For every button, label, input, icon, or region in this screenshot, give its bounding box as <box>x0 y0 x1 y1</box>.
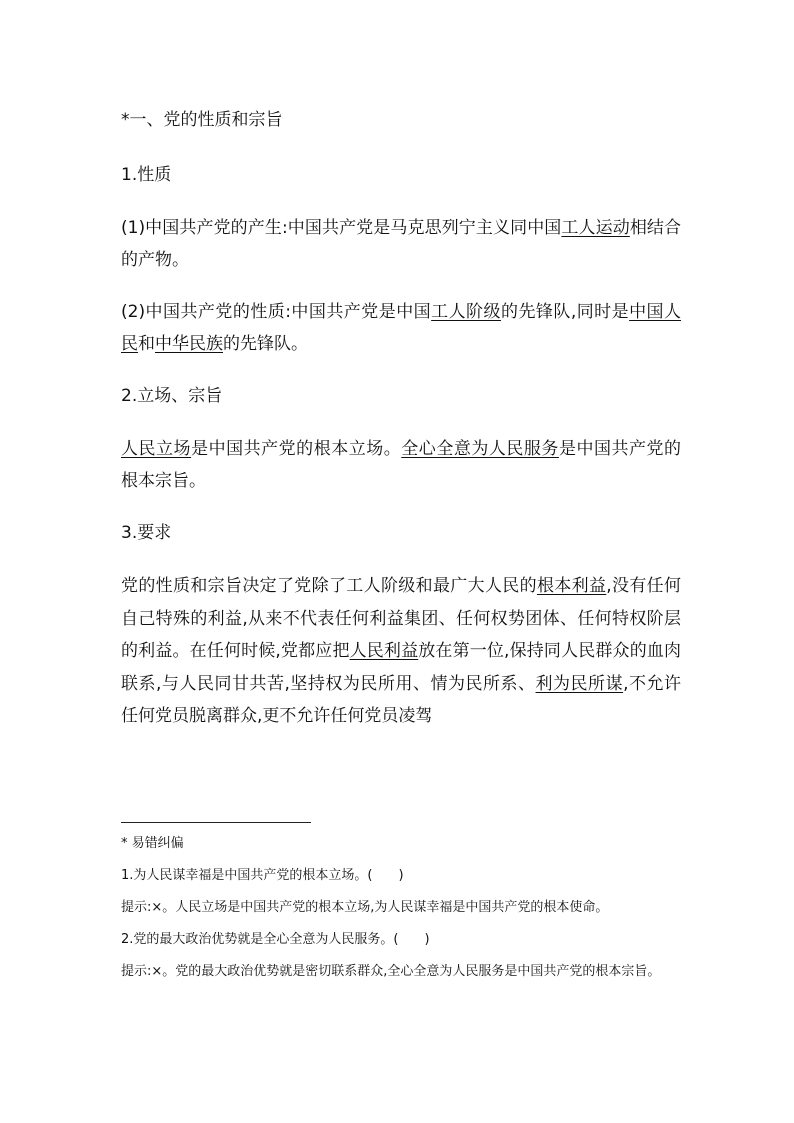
answer-fundamental-interests: 根本利益 <box>536 576 607 596</box>
subheading-requirements: 3.要求 <box>121 523 172 543</box>
answer-working-class: 工人阶级 <box>431 302 501 322</box>
footnote-label: * 易错纠偏 <box>121 836 184 851</box>
answer-chinese-nation: 中华民族 <box>155 334 223 354</box>
paragraph-nature: (2)中国共产党的性质:中国共产党是中国工人阶级的先锋队,同时是中国人民和中华民族的先锋队。 <box>121 302 682 354</box>
main-content <box>121 104 681 753</box>
hint-1: 提示:×。人民立场是中国共产党的根本立场,为人民谋幸福是中国共产党的根本使命。 <box>121 900 609 915</box>
hint-2: 提示:×。党的最大政治优势就是密切联系群众,全心全意为人民服务是中国共产党的根本宗旨。 <box>121 964 661 979</box>
answer-chinese-people: 中国人民 <box>121 302 682 354</box>
footnote-divider <box>121 822 311 823</box>
paragraph-origin: (1)中国共产党的产生:中国共产党是马克思列宁主义同中国工人运动相结合的产物。 <box>121 218 682 270</box>
answer-workers-movement: 工人运动 <box>561 218 630 238</box>
subheading-nature: 1.性质 <box>121 165 172 185</box>
paragraph-stance: 人民立场是中国共产党的根本立场。全心全意为人民服务是中国共产党的根本宗旨。 <box>121 439 682 491</box>
subheading-stance: 2.立场、宗旨 <box>121 386 223 406</box>
question-2: 2.党的最大政治优势就是全心全意为人民服务。( ) <box>121 932 430 947</box>
question-1: 1.为人民谋幸福是中国共产党的根本立场。( ) <box>121 868 404 883</box>
answer-serve-people: 全心全意为人民服务 <box>401 439 559 459</box>
answer-people-stance: 人民立场 <box>121 439 192 459</box>
section-title: *一、党的性质和宗旨 <box>121 110 283 130</box>
answer-benefit-people: 利为民所谋 <box>535 673 624 694</box>
answer-people-interests: 人民利益 <box>349 641 419 661</box>
paragraph-requirements: 党的性质和宗旨决定了党除了工人阶级和最广大人民的根本利益,没有任何自己特殊的利益,从来不代表任何利益集团、任何权势团体、任何特权阶层的利益。在任何时候,党都应把人民利益放在第一位,保持同人民群众的血肉联系,与人民同甘共苦,坚持权为民所用、情为民所系、利为民所谋,不允许任何党员脱离群众,更不允许任何党员凌驾 <box>121 576 682 726</box>
footnote-area <box>121 834 681 981</box>
